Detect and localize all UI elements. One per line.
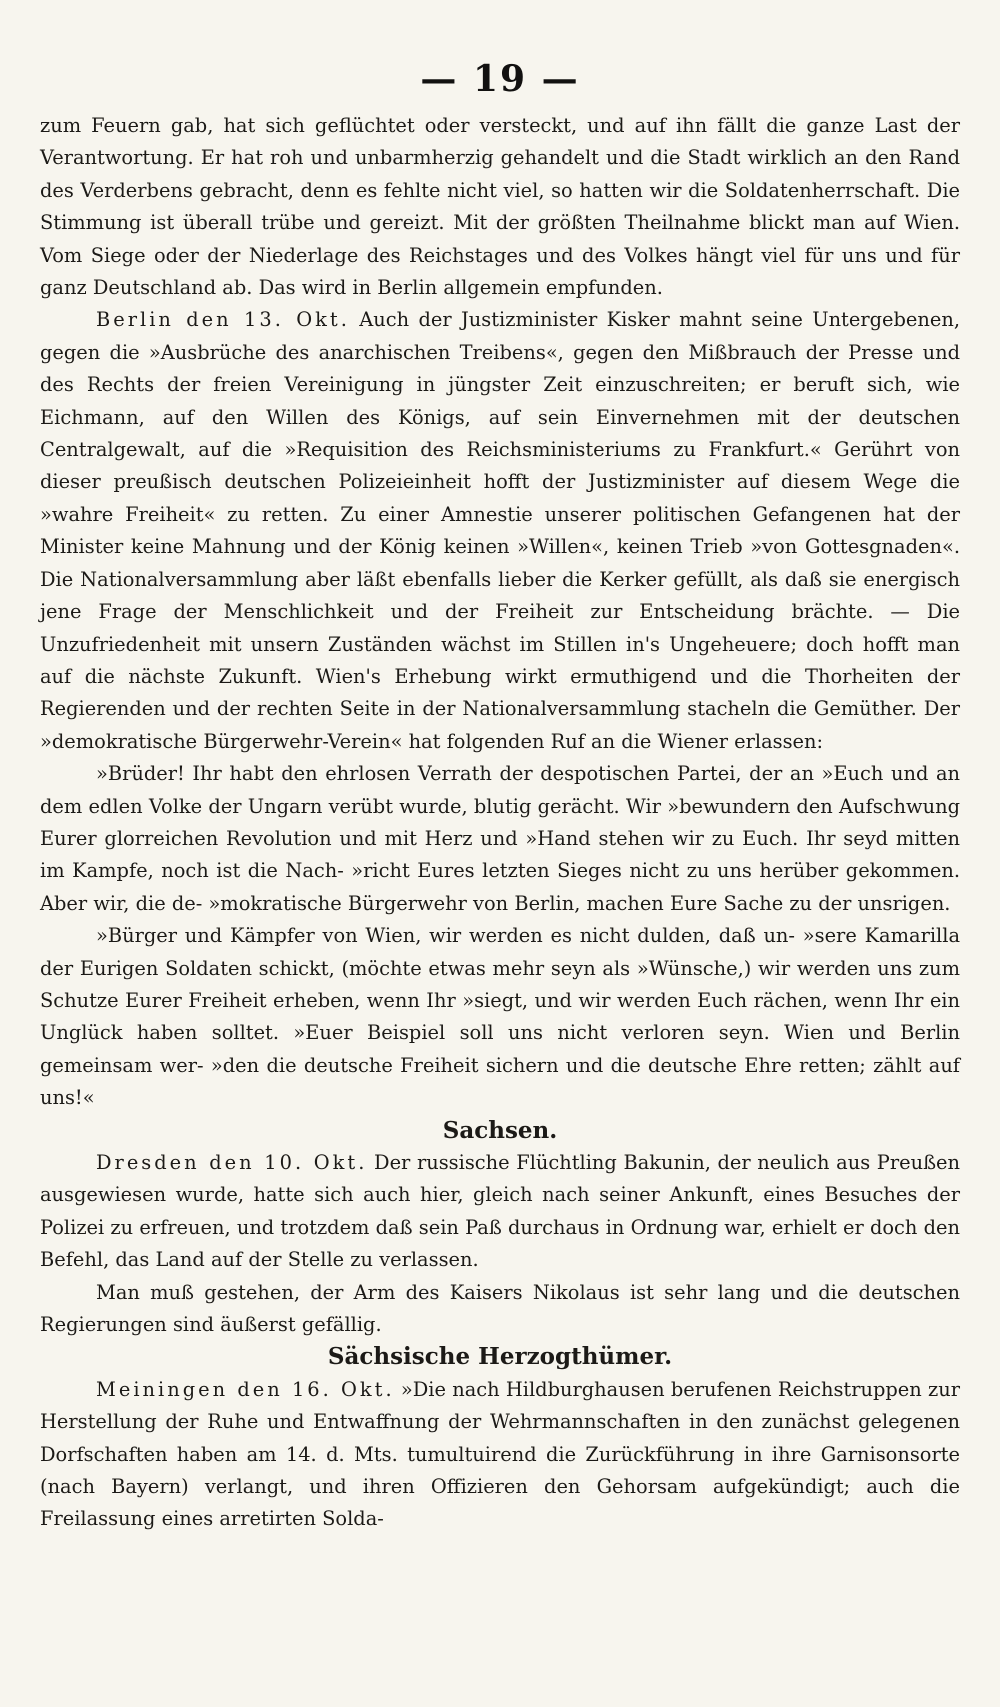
paragraph-berlin bbox=[40, 304, 960, 758]
paragraph-text: Man muß gestehen, der Arm des Kaisers Nikolaus ist sehr lang und die deutschen Regierungen sind äußerst gefällig. bbox=[40, 1280, 960, 1337]
paragraph-text: Auch der Justizminister Kisker mahnt seine Untergebenen, gegen die »Ausbrüche des anarchischen Treibens«, gegen den Mißbrauch der Presse und des Rechts der freien Vereinigung in jüngster Zeit einzuschreiten; er beruft sich, wie Eichmann, auf den Willen des Königs, auf sein Einvernehmen mit der deutschen Centralgewalt, auf die »Requisition des Reichsministeriums zu Frankfurt.« Gerührt von dieser preußisch deutschen Polizeieinheit hofft der Justizminister auf diesem Wege die »wahre Freiheit« zu retten. Zu einer Amnestie unserer politischen Gefangenen hat der Minister keine Mahnung und der König keinen »Willen«, keinen Trieb »von Gottesgnaden«. Die Nationalversammlung aber läßt ebenfalls lieber die Kerker gefüllt, als daß sie energisch jene Frage der Menschlichkeit und der Freiheit zur Entscheidung brächte. — Die Unzufriedenheit mit unsern Zuständen wächst im Stillen in's Ungeheuere; doch hofft man auf die nächste Zukunft. Wien's Erhebung wirkt ermuthigend und die Thorheiten der Regierenden und der rechten Seite in der Nationalversammlung stacheln die Gemüther. Der »demokratische Bürgerwehr-Verein« hat folgenden Ruf an die Wiener erlassen: bbox=[40, 308, 960, 753]
paragraph-text: »Brüder! Ihr habt den ehrlosen Verrath der despotischen Partei, der an »Euch und an dem edlen Volke der Ungarn verübt wurde, blutig gerächt. Wir »bewundern den Aufschwung Eurer glorreichen Revolution und mit Herz und »Hand stehen wir zu Euch. Ihr seyd mitten im Kampfe, noch ist die Nach- »richt Eures letzten Sieges nicht zu uns herüber gekommen. Aber wir, die de- »mokratische Bürgerwehr von Berlin, machen Eure Sache zu der unsrigen. bbox=[40, 762, 960, 915]
paragraph-nikolaus bbox=[40, 1277, 960, 1342]
article-body bbox=[40, 110, 960, 1536]
paragraph-continuation bbox=[40, 110, 960, 304]
paragraph-meiningen bbox=[40, 1374, 960, 1536]
quote-paragraph-1 bbox=[40, 758, 960, 920]
dateline-berlin: Berlin den 13. Okt. bbox=[96, 308, 350, 332]
paragraph-text: Der russische Flüchtling Bakunin, der neulich aus Preußen ausgewiesen wurde, hatte sich auch hier, gleich nach seiner Ankunft, eines Besuches der Polizei zu erfreuen, und trotzdem daß sein Paß durchaus in Ordnung war, erhielt er doch den Befehl, das Land auf der Stelle zu verlassen. bbox=[40, 1151, 960, 1272]
paragraph-dresden bbox=[40, 1147, 960, 1277]
paragraph-text: zum Feuern gab, hat sich geflüchtet oder versteckt, und auf ihn fällt die ganze Last der Verantwortung. Er hat roh und unbarmherzig gehandelt und die Stadt wirklich an den Rand des Verderbens gebracht, denn es fehlte nicht viel, so hatten wir die Soldatenherrschaft. Die Stimmung ist überall trübe und gereizt. Mit der größten Theilnahme blickt man auf Wien. Vom Siege oder der Niederlage des Reichstages und des Volkes hängt viel für uns und für ganz Deutschland ab. Das wird in Berlin allgemein empfunden. bbox=[40, 114, 960, 300]
paragraph-text: »Bürger und Kämpfer von Wien, wir werden es nicht dulden, daß un- »sere Kamarilla der Eurigen Soldaten schickt, (möchte etwas mehr seyn als »Wünsche,) wir werden uns zum Schutze Eurer Freiheit erheben, wenn Ihr »siegt, und wir werden Euch rächen, wenn Ihr ein Unglück haben solltet. »Euer Beispiel soll uns nicht verloren seyn. Wien und Berlin gemeinsam wer- »den die deutsche Freiheit sichern und die deutsche Ehre retten; zählt auf uns!« bbox=[40, 924, 960, 1110]
quote-paragraph-2 bbox=[40, 920, 960, 1114]
page-number: — 19 — bbox=[420, 58, 580, 100]
dateline-meiningen: Meiningen den 16. Okt. bbox=[96, 1377, 395, 1401]
section-heading-sachsen: Sachsen. bbox=[442, 1116, 558, 1144]
section-heading-herzogthuemer: Sächsische Herzogthümer. bbox=[327, 1343, 673, 1371]
paragraph-text: »Die nach Hildburghausen berufenen Reichstruppen zur Herstellung der Ruhe und Entwaffnung der Wehrmannschaften in den zunächst gelegenen Dorfschaften haben am 14. d. Mts. tumultuirend die Zurückführung in ihre Garnisonsorte (nach Bayern) verlangt, und ihren Offizieren den Gehorsam aufgekündigt; auch die Freilassung eines arretirten Solda- bbox=[40, 1377, 960, 1531]
dateline-dresden: Dresden den 10. Okt. bbox=[96, 1151, 368, 1174]
